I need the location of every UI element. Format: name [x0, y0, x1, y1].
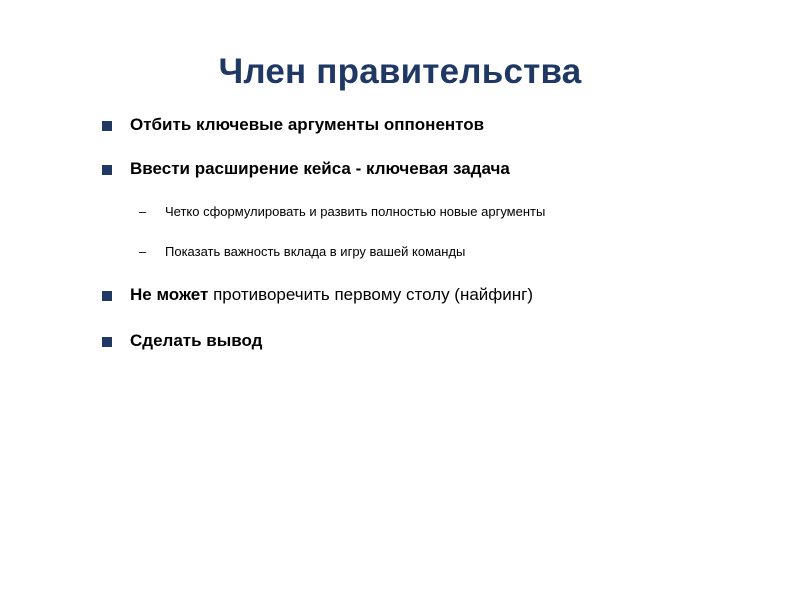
bullet-text: [130, 285, 533, 305]
bullet-text: Ввести расширение кейса - ключевая задача: [130, 159, 510, 178]
slide-title: Член правительства: [218, 52, 582, 91]
dash-icon: –: [139, 204, 147, 219]
sub-bullet-text: Показать важность вклада в игру вашей команды: [165, 244, 466, 259]
bullet-text-emphasis: Не может: [130, 285, 209, 304]
bullet-square-icon: [102, 121, 112, 131]
bullet-square-icon: [102, 337, 112, 347]
bullet-text: Отбить ключевые аргументы оппонентов: [130, 115, 485, 134]
bullet-square-icon: [102, 291, 112, 301]
bullet-text: Сделать вывод: [130, 331, 263, 350]
dash-icon: –: [139, 244, 147, 259]
bullet-text-rest: противоречить первому столу (найфинг): [208, 285, 534, 304]
sub-bullet-text: Четко сформулировать и развить полностью новые аргументы: [165, 204, 546, 219]
bullet-square-icon: [102, 165, 112, 175]
